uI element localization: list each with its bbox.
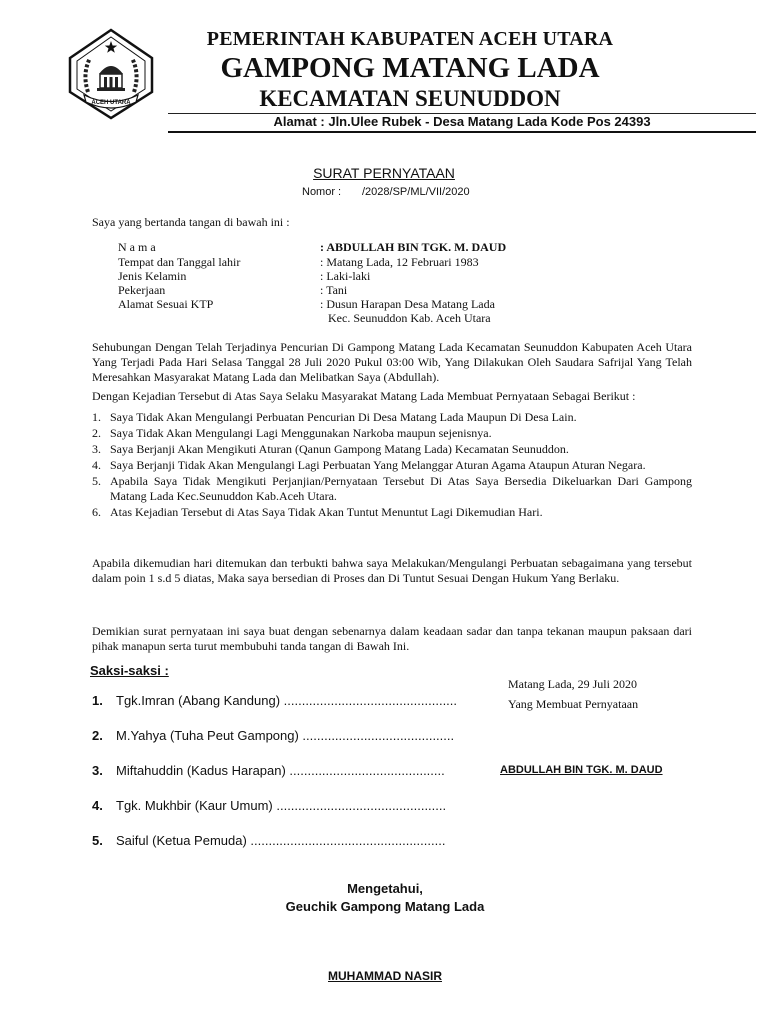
acknowledgement-label: Mengetahui, (347, 881, 423, 896)
identity-label: Jenis Kelamin (118, 269, 187, 283)
office-address: Alamat : Jln.Ulee Rubek - Desa Matang Lada Kode Pos 24393 (273, 114, 651, 129)
village-head-position: Geuchik Gampong Matang Lada (285, 899, 485, 914)
identity-value: : Matang Lada, 12 Februari 1983 (320, 255, 479, 269)
witness-number: 2. (92, 728, 103, 743)
consequence-paragraph: Apabila dikemudian hari ditemukan dan terbukti bahwa saya Melakukan/Mengulangi Perbuatan sebagaimana yang tersebut dalam poin 1 s.d 5 diatas, Maka saya bersedian di Proses dan Di Tuntut Sesuai Dengan Hukum Yang Berlaku. (92, 556, 692, 585)
identity-label: Pekerjaan (118, 283, 166, 297)
statement-list (92, 410, 692, 521)
list-item-text: Apabila Saya Tidak Mengikuti Perjanjian/Pernyataan Tersebut Di Atas Saya Bersedia Dikeluarkan Dari Gampong Matang Lada Kec.Seunuddon Kab.Aceh Utara. (110, 474, 692, 503)
list-item (92, 458, 692, 473)
list-item-number: 5. (92, 474, 101, 488)
document-number (302, 186, 470, 198)
list-item-number: 6. (92, 505, 101, 519)
document-number-label: Nomor : (302, 186, 342, 198)
list-item-number: 4. (92, 458, 101, 472)
witness-number: 1. (92, 693, 103, 708)
witness-text: Saiful (Ketua Pemuda) ...................................................... (116, 833, 446, 848)
incident-paragraph: Sehubungan Dengan Telah Terjadinya Pencurian Di Gampong Matang Lada Kecamatan Seunuddon Kabupaten Aceh Utara Yang Terjadi Pada Hari Selasa Tanggal 28 Juli 2020 Pukul 03:00 Wib, Yang Dilakukan Oleh Saudara Safrijal Yang Telah Meresahkan Masyarakat Matang Lada dan Melibatkan Saya (Abdullah). (92, 340, 692, 384)
document-title-wrap (0, 165, 768, 181)
village-head-name: MUHAMMAD NASIR (328, 969, 442, 983)
list-item (92, 505, 692, 520)
list-item (92, 474, 692, 504)
identity-label: Tempat dan Tanggal lahir (118, 255, 241, 269)
witness-text: Tgk.Imran (Abang Kandung) ................................................ (116, 693, 458, 708)
list-item-number: 2. (92, 426, 101, 440)
identity-label: Alamat Sesuai KTP (118, 297, 214, 311)
document-number-value: /2028/SP/ML/VII/2020 (362, 186, 470, 198)
witness-number: 3. (92, 763, 103, 778)
list-item-text: Saya Tidak Akan Mengulangi Lagi Menggunakan Narkoba maupun sejenisnya. (110, 426, 492, 440)
logo-ribbon-text: ACEH UTARA (91, 100, 131, 106)
witness-item (92, 798, 446, 813)
list-item-text: Saya Berjanji Tidak Akan Mengulangi Lagi Perbuatan Yang Melanggar Aturan Agama Ataupun Aturan Negara. (110, 458, 646, 472)
signatory-label: Yang Membuat Pernyataan (508, 697, 639, 711)
list-item-number: 1. (92, 410, 101, 424)
witness-number: 4. (92, 798, 103, 813)
identity-value: : Tani (320, 283, 348, 297)
government-name: PEMERINTAH KABUPATEN ACEH UTARA (206, 28, 614, 50)
statement-intro: Dengan Kejadian Tersebut di Atas Saya Selaku Masyarakat Matang Lada Membuat Pernyataan Sebagai Berikut : (92, 389, 636, 403)
identity-value: : ABDULLAH BIN TGK. M. DAUD (320, 240, 507, 254)
letterhead-rule-thick (168, 131, 756, 133)
identity-value-continued: Kec. Seunuddon Kab. Aceh Utara (328, 311, 491, 325)
witness-item (92, 833, 445, 848)
identity-label: N a m a (118, 240, 156, 254)
list-item (92, 442, 692, 457)
regency-logo (68, 28, 154, 120)
witness-text: Tgk. Mukhbir (Kaur Umum) ............................................... (116, 798, 447, 813)
witness-text: M.Yahya (Tuha Peut Gampong) .......................................... (116, 728, 455, 743)
signatory-name: ABDULLAH BIN TGK. M. DAUD (500, 764, 663, 776)
witness-item (92, 693, 457, 708)
list-item-text: Saya Tidak Akan Mengulangi Perbuatan Pencurian Di Desa Matang Lada Maupun Di Desa Lain. (110, 410, 577, 424)
list-item (92, 426, 692, 441)
place-and-date: Matang Lada, 29 Juli 2020 (508, 677, 637, 691)
list-item-text: Atas Kejadian Tersebut di Atas Saya Tidak Akan Tuntut Menuntut Lagi Dikemudian Hari. (110, 505, 543, 519)
witness-number: 5. (92, 833, 103, 848)
district-name: KECAMATAN SEUNUDDON (259, 86, 561, 111)
document-title: SURAT PERNYATAAN (313, 165, 455, 181)
closing-paragraph: Demikian surat pernyataan ini saya buat dengan sebenarnya dalam keadaan sadar dan tanpa tekanan maupun paksaan dari pihak manapun serta turut membubuhi tanda tangan di Bawah Ini. (92, 624, 692, 653)
list-item-number: 3. (92, 442, 101, 456)
identity-value: : Laki-laki (320, 269, 371, 283)
list-item-text: Saya Berjanji Akan Mengikuti Aturan (Qanun Gampong Matang Lada) Kecamatan Seunuddon. (110, 442, 569, 456)
list-item (92, 410, 692, 425)
witnesses-title: Saksi-saksi : (90, 663, 169, 678)
intro-text: Saya yang bertanda tangan di bawah ini : (92, 215, 290, 229)
witness-text: Miftahuddin (Kadus Harapan) ........................................... (116, 763, 445, 778)
witness-item (92, 728, 454, 743)
identity-value: : Dusun Harapan Desa Matang Lada (320, 297, 495, 311)
witness-item (92, 763, 445, 778)
village-name: GAMPONG MATANG LADA (220, 52, 600, 84)
